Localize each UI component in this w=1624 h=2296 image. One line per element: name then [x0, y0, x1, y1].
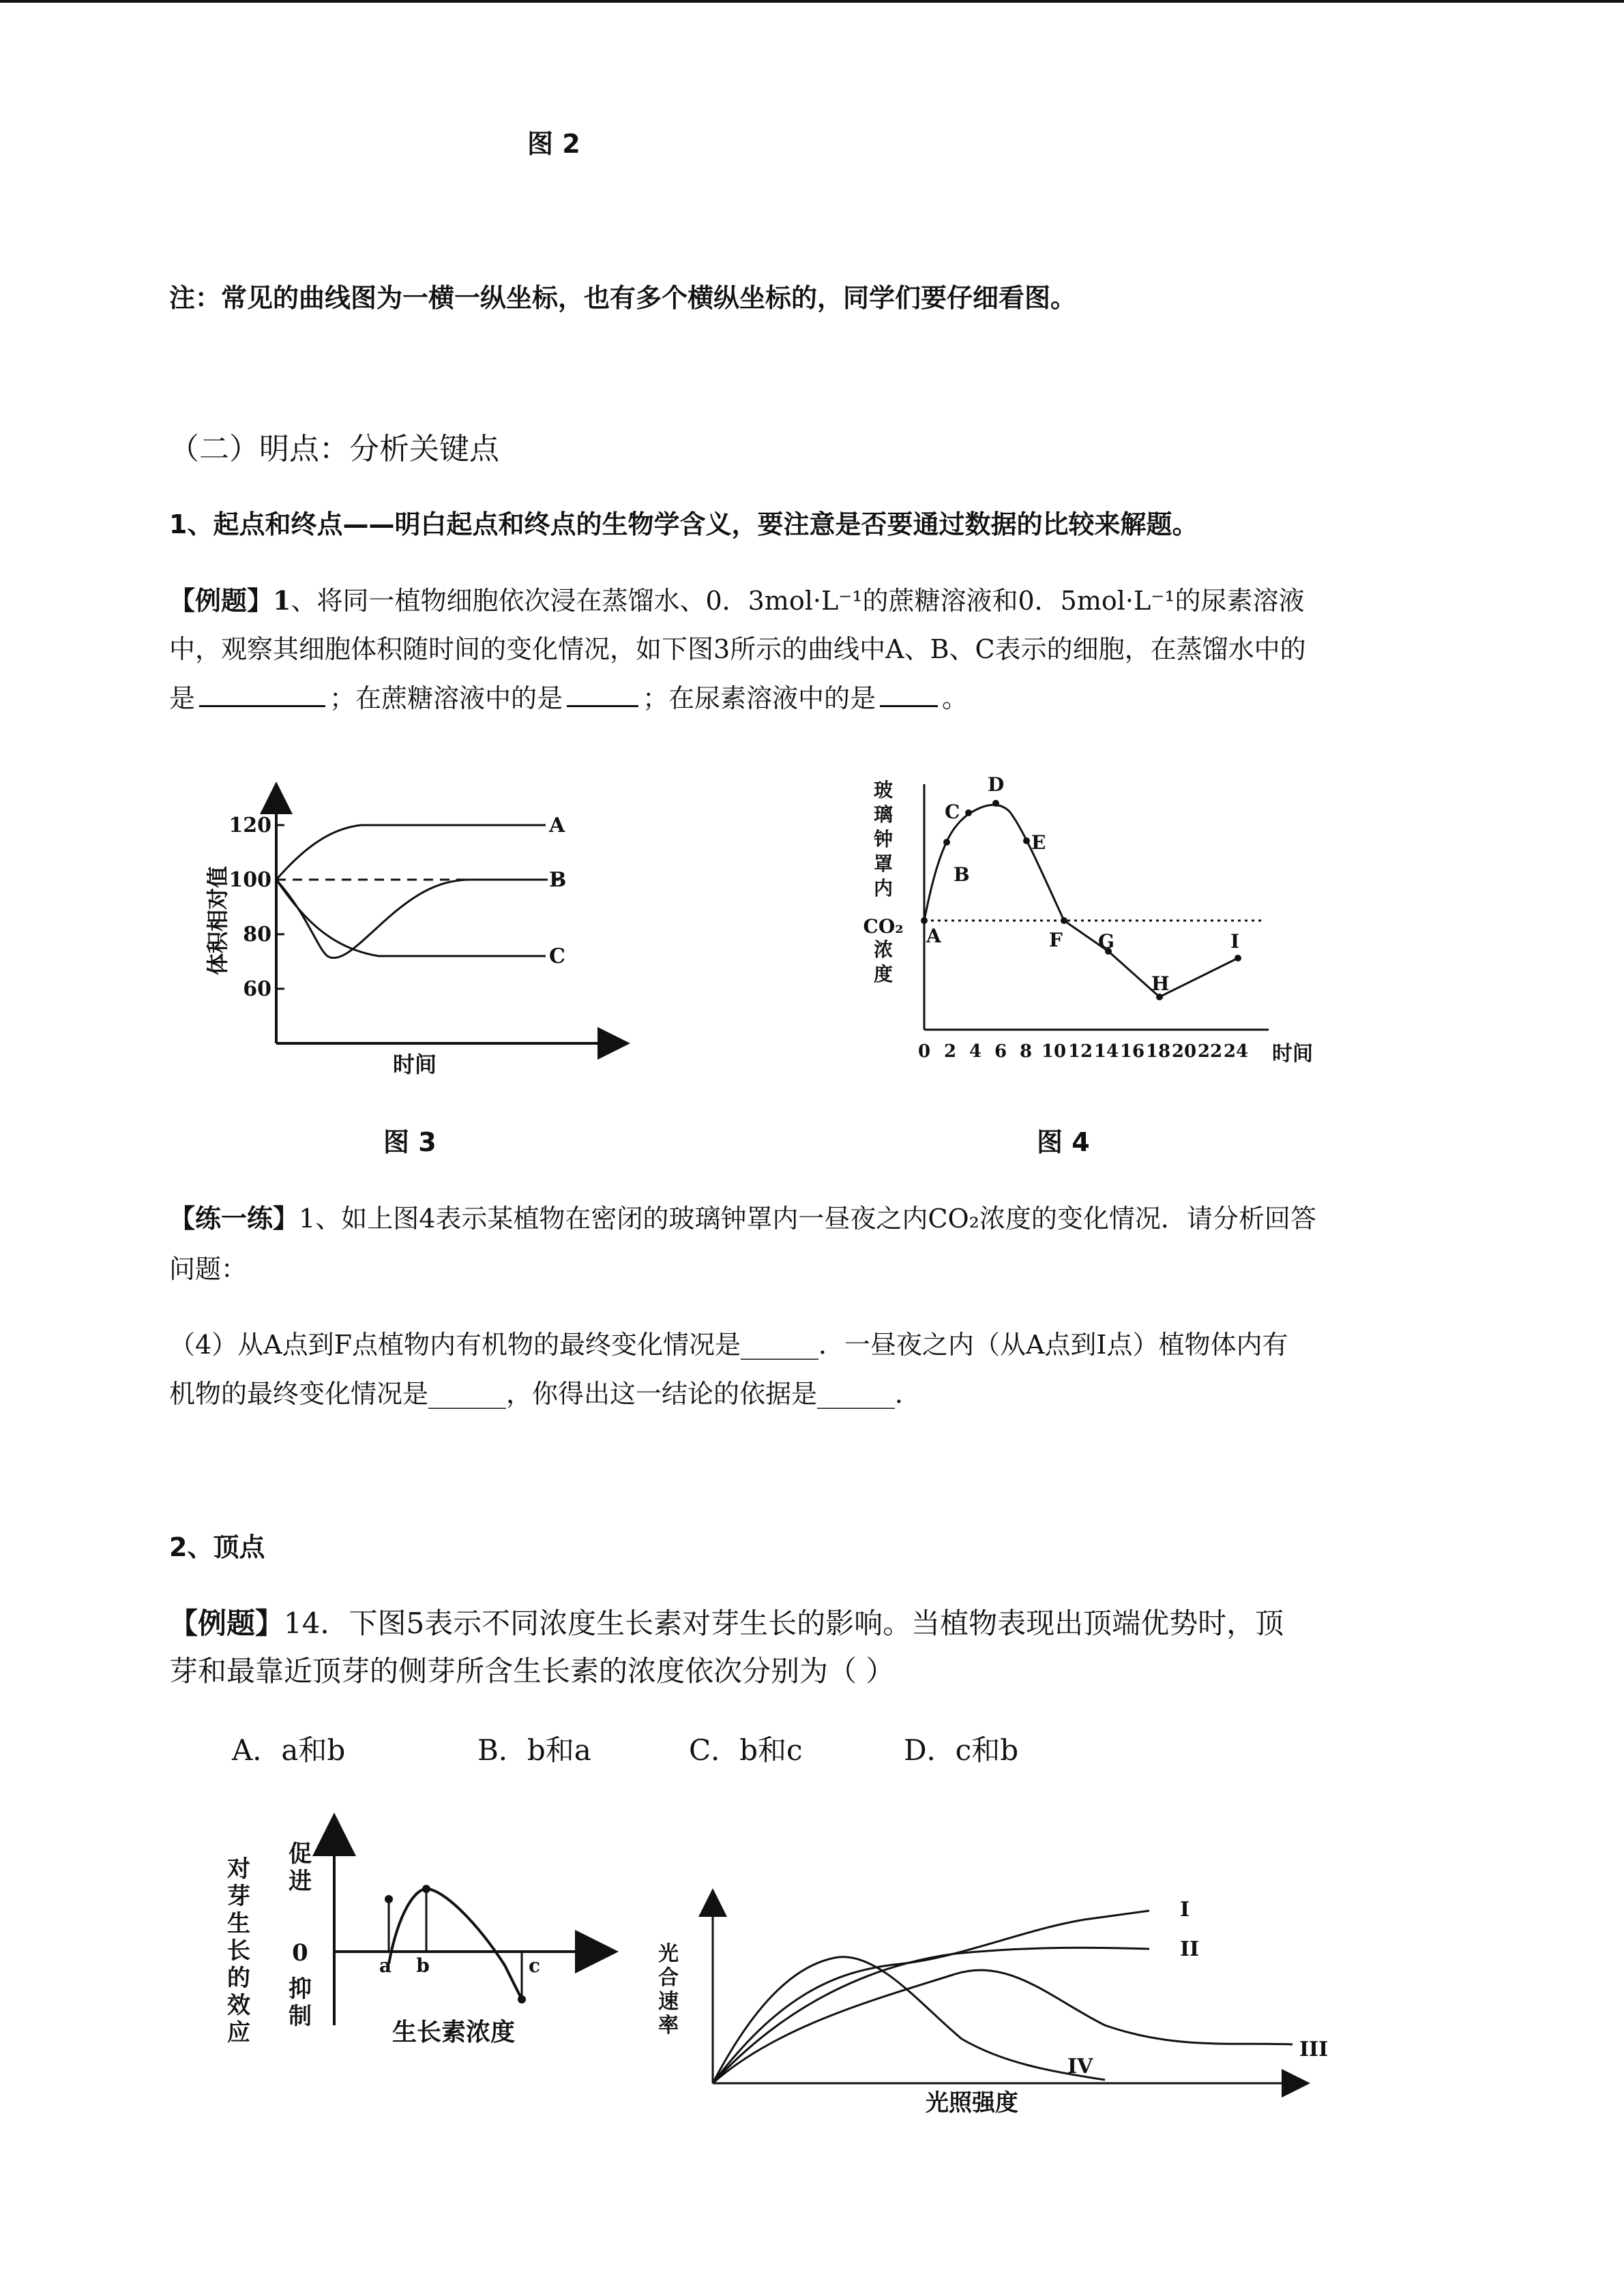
fig4-ylabel-2: 钟: [873, 828, 894, 850]
fig4-xtick-10: 10: [1041, 1041, 1067, 1062]
fig4-chart: [863, 764, 1330, 1077]
fig4-curve: [924, 805, 1238, 997]
fig5-ylabel-1: 芽: [227, 1883, 250, 1910]
fig4-ylabel-5: CO₂: [863, 915, 904, 938]
fig3-ytick-60: 60: [243, 977, 271, 1001]
note-text: 注：常见的曲线图为一横一纵坐标，也有多个横纵坐标的，同学们要仔细看图。: [169, 283, 1077, 313]
fig6-ylabel-2: 速: [658, 1990, 679, 2014]
fig3-label-b: B: [549, 868, 567, 892]
fig4-xlabel: 时间: [1272, 1042, 1313, 1066]
fig4-label-d: D: [988, 773, 1005, 796]
fig5-ylabel-2: 生: [227, 1910, 250, 1937]
option-b[interactable]: B．b和a: [477, 1733, 591, 1767]
fig4-xtick-14: 14: [1093, 1041, 1119, 1062]
fig4-label-g: G: [1098, 930, 1114, 953]
fig4-label-h: H: [1151, 972, 1170, 995]
fig3-label-a: A: [549, 814, 565, 837]
example1-text3c: ；在尿素溶液中的是: [643, 683, 876, 713]
fig5-promote-1: 促: [289, 1840, 312, 1868]
answer-blank-3[interactable]: [880, 685, 938, 707]
example1-line3: [169, 685, 968, 711]
fig3-curve-a: [276, 825, 546, 880]
practice1-line2: 问题：: [169, 1254, 248, 1284]
fig4-label-b: B: [954, 863, 970, 886]
fig4-xtick-0: 0: [917, 1041, 931, 1062]
fig3-ytick-120: 120: [228, 814, 271, 837]
example1-tag: 【例题】1: [169, 585, 291, 616]
fig5-ylabel-0: 对: [227, 1855, 250, 1883]
fig6-curve-iii: [713, 1970, 1293, 2083]
fig4-xtick-24: 24: [1223, 1041, 1249, 1062]
fig5-ylabel-5: 效: [227, 1992, 250, 2019]
fig4-xtick-2: 2: [943, 1041, 957, 1062]
fig5-point-a: [385, 1895, 393, 1903]
fig5-promote-2: 进: [289, 1868, 312, 1895]
practice1-line1: [169, 1203, 1316, 1234]
q4-line2: 机物的最终变化情况是______，你得出这一结论的依据是______．: [169, 1379, 921, 1409]
fig5-label-a: a: [379, 1954, 392, 1977]
option-d[interactable]: D．c和b: [904, 1733, 1019, 1767]
example1-text3b: ；在蔗糖溶液中的是: [329, 683, 563, 713]
fig4-xtick-12: 12: [1067, 1041, 1093, 1062]
fig4-point-a: [921, 917, 928, 924]
fig3-xlabel: 时间: [392, 1052, 437, 1077]
fig4-caption: 图 4: [1037, 1127, 1090, 1157]
fig5-inhibit-2: 制: [289, 2003, 312, 2030]
fig4-label-a: A: [926, 925, 941, 947]
practice1-text1: 1、如上图4表示某植物在密闭的玻璃钟罩内一昼夜之内CO₂浓度的变化情况．请分析回答: [299, 1204, 1316, 1234]
point2-heading: 2、顶点: [169, 1532, 265, 1562]
fig2-caption: 图 2: [527, 129, 580, 159]
fig5-ylabel-4: 的: [227, 1965, 250, 1992]
fig3-ylabel: 体积相对值: [205, 865, 231, 976]
fig4-xtick-4: 4: [969, 1041, 982, 1062]
fig6-chart: [641, 1889, 1378, 2128]
fig5-point-b: [422, 1885, 430, 1893]
fig6-ylabel-3: 率: [658, 2014, 679, 2038]
practice1-tag: 【练一练】: [169, 1203, 299, 1234]
fig6-label-iii: III: [1299, 2038, 1329, 2061]
fig4-label-e: E: [1031, 831, 1046, 854]
section-title: （二）明点：分析关键点: [169, 432, 499, 466]
answer-blank-1[interactable]: [199, 685, 325, 707]
fig3-curve-c: [276, 880, 546, 956]
fig3-caption: 图 3: [383, 1127, 437, 1157]
fig4-point-b: [943, 839, 950, 846]
fig5-curve: [389, 1889, 522, 1999]
fig4-point-f: [1061, 917, 1067, 924]
example1-line2: 中，观察其细胞体积随时间的变化情况，如下图3所示的曲线中A、B、C表示的细胞，在蒸馏水中的: [169, 634, 1306, 664]
fig5-ylabel-3: 长: [227, 1937, 250, 1965]
fig6-label-i: I: [1180, 1898, 1190, 1922]
fig5-zero: 0: [292, 1939, 308, 1967]
fig6-ylabel-1: 合: [658, 1966, 679, 1990]
point1-heading: 1、起点和终点——明白起点和终点的生物学含义，要注意是否要通过数据的比较来解题。: [169, 509, 1198, 539]
answer-blank-2[interactable]: [567, 685, 638, 707]
fig4-point-e: [1023, 837, 1030, 844]
fig3-chart: [198, 777, 634, 1077]
page-top-border: [0, 0, 1624, 3]
fig4-ylabel-3: 罩: [873, 852, 894, 875]
fig4-ylabel-4: 内: [873, 877, 894, 899]
example1-text1: 、将同一植物细胞依次浸在蒸馏水、0．3mol·L⁻¹的蔗糖溶液和0．5mol·L⁻¹的尿素溶液: [291, 586, 1305, 616]
fig5-xlabel: 生长素浓度: [392, 2018, 516, 2046]
fig4-ylabel-7: 度: [873, 963, 894, 985]
fig4-label-i: I: [1230, 930, 1240, 953]
example14-line1: [169, 1609, 1284, 1638]
fig4-xtick-22: 22: [1197, 1041, 1223, 1062]
fig4-ylabel-1: 璃: [873, 803, 894, 826]
fig5-ylabel-6: 应: [227, 2019, 250, 2046]
fig3-ytick-100: 100: [228, 868, 271, 892]
fig4-xtick-16: 16: [1119, 1041, 1145, 1062]
example14-text1: 14．下图5表示不同浓度生长素对芽生长的影响。当植物表现出顶端优势时，顶: [284, 1607, 1284, 1640]
fig4-ylabel-6: 浓: [873, 938, 894, 961]
fig3-curve-b: [276, 880, 546, 958]
option-c[interactable]: C．b和c: [689, 1733, 803, 1767]
fig6-ylabel-0: 光: [658, 1942, 679, 1966]
q4-line1: （4）从A点到F点植物内有机物的最终变化情况是______．一昼夜之内（从A点到I点）植物体内有: [169, 1330, 1288, 1360]
fig5-label-c: c: [529, 1954, 541, 1977]
fig4-xtick-6: 6: [994, 1041, 1007, 1062]
example1-text3a: 是: [169, 683, 196, 713]
fig4-point-c: [965, 809, 972, 816]
fig6-xlabel: 光照强度: [926, 2089, 1018, 2117]
example14-line2: 芽和最靠近顶芽的侧芽所含生长素的浓度依次分别为（ ）: [169, 1654, 895, 1688]
fig4-label-c: C: [945, 801, 960, 823]
fig4-xtick-20: 20: [1171, 1041, 1197, 1062]
fig4-point-i: [1235, 955, 1241, 961]
example1-text3d: 。: [942, 683, 969, 713]
fig3-label-c: C: [549, 944, 565, 968]
fig6-label-ii: II: [1180, 1937, 1200, 1961]
fig4-xtick-8: 8: [1019, 1041, 1033, 1062]
example1-line1: [169, 585, 1305, 616]
fig3-ytick-80: 80: [243, 923, 271, 946]
fig4-xtick-18: 18: [1145, 1041, 1171, 1062]
fig5-chart: [218, 1821, 607, 2053]
fig4-label-f: F: [1049, 929, 1063, 951]
example14-tag: 【例题】: [169, 1607, 284, 1640]
option-a[interactable]: A．a和b: [232, 1733, 346, 1767]
fig4-point-d: [992, 800, 999, 807]
fig5-label-b: b: [416, 1954, 430, 1977]
fig6-label-iv: IV: [1067, 2055, 1093, 2078]
fig4-ylabel-0: 玻: [873, 779, 894, 801]
fig5-inhibit-1: 抑: [289, 1976, 312, 2003]
fig5-point-c: [518, 1995, 526, 2003]
